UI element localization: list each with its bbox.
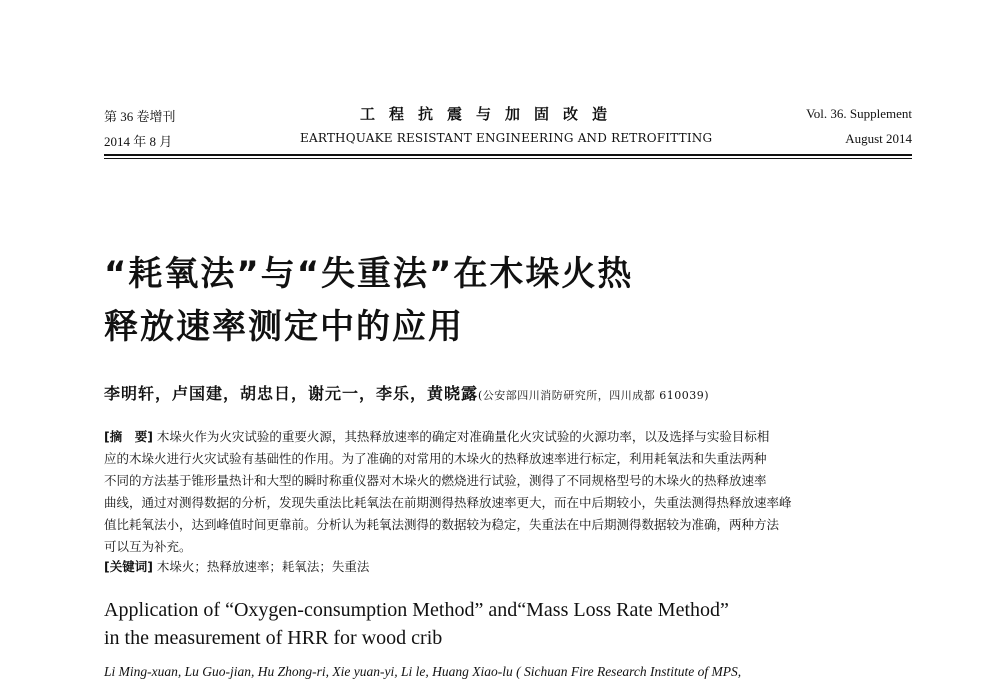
volume-en: Vol. 36. Supplement <box>806 106 912 121</box>
title-cn-line-2: 释放速率测定中的应用 <box>104 307 464 347</box>
title-en-line-2: in the measurement of HRR for wood crib <box>104 627 443 649</box>
title-en-line-1: Application of “Oxygen-consumption Method” and“Mass Loss Rate Method” <box>104 599 729 621</box>
date-en: August 2014 <box>845 131 912 146</box>
abstract-line: 可以互为补充。 <box>104 539 192 554</box>
authors-cn: 李明轩，卢国建，胡忠日，谢元一，李乐，黄晓露 <box>104 384 479 403</box>
authors-cn-line <box>104 381 709 404</box>
abstract-line: 应的木垛火进行火灾试验有基础性的作用。为了准确的对常用的木垛火的热释放速率进行标定，利用耗氧法和失重法两种 <box>104 451 767 466</box>
title-cn-line-1: “耗氧法”与“失重法”在木垛火热 <box>104 254 634 294</box>
keywords-text: 木垛火；热释放速率；耗氧法；失重法 <box>156 559 370 574</box>
authors-en: Li Ming-xuan, Lu Guo-jian, Hu Zhong-ri, Xie yuan-yi, Li le, Huang Xiao-lu ( Sichuan Fire Research Institute of MPS, <box>104 664 742 679</box>
abstract-line: 值比耗氧法小，达到峰值时间更靠前。分析认为耗氧法测得的数据较为稳定，失重法在中后期测得数据较为准确，两种方法 <box>104 517 780 532</box>
keywords-label: [关键词] <box>104 559 153 574</box>
volume-cn: 第 36 卷增刊 <box>104 109 176 124</box>
abstract-line: 曲线，通过对测得数据的分析，发现失重法比耗氧法在前期测得热释放速率更大，而在中后期较小，失重法测得热释放速率峰 <box>104 495 792 510</box>
abstract-label: [摘 要] <box>104 429 153 444</box>
abstract-line: 不同的方法基于锥形量热计和大型的瞬时称重仪器对木垛火的燃烧进行试验，测得了不同规格型号的木垛火的热释放速率 <box>104 473 767 488</box>
journal-title-en: EARTHQUAKE RESISTANT ENGINEERING AND RETROFITTING <box>300 131 713 145</box>
date-cn: 2014 年 8 月 <box>104 134 173 149</box>
journal-title-cn: 工程抗震与加固改造 <box>360 105 622 123</box>
abstract-line <box>104 427 769 445</box>
header-rule-thick <box>104 154 912 156</box>
header-rule-thin <box>104 158 912 159</box>
keywords-line <box>104 557 369 575</box>
affiliation-cn: (公安部四川消防研究所，四川成都 610039) <box>478 389 710 402</box>
abstract-text: 木垛火作为火灾试验的重要火源，其热释放速率的确定对准确量化火灾试验的火源功率，以及选择与实验目标相 <box>156 429 770 444</box>
